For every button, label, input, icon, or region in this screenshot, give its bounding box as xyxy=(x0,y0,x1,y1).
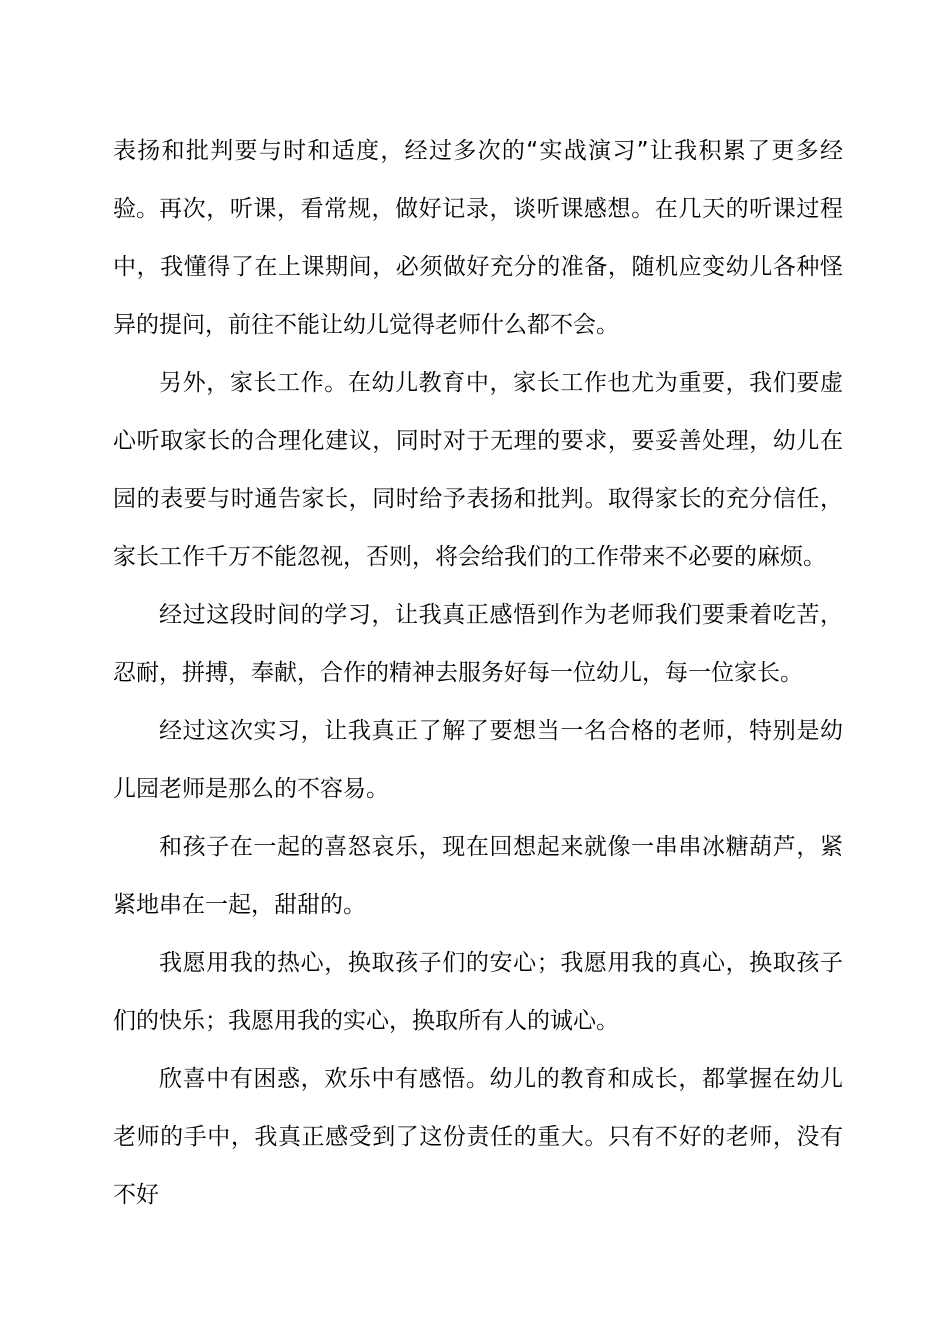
paragraph-responsibility: 欣喜中有困惑，欢乐中有感悟。幼儿的教育和成长，都掌握在幼儿老师的手中，我真正感受到了这份责任的重大。只有不好的老师，没有不好 xyxy=(113,1066,843,1208)
paragraph-parent-work: 另外，家长工作。在幼儿教育中，家长工作也尤为重要，我们要虚心听取家长的合理化建议，同时对于无理的要求，要妥善处理，幼儿在园的表要与时通告家长，同时给予表扬和批判。取得家长的充分信任，家长工作千万不能忽视，否则，将会给我们的工作带来不必要的麻烦。 xyxy=(113,370,843,570)
paragraph-internship-reflection: 经过这次实习，让我真正了解了要想当一名合格的老师，特别是幼儿园老师是那么的不容易。 xyxy=(113,718,843,802)
paragraph-continuation: 表扬和批判要与时和适度，经过多次的“实战演习”让我积累了更多经验。 xyxy=(113,138,843,222)
paragraph-wishes: 我愿用我的热心，换取孩子们的安心；我愿用我的真心，换取孩子们的快乐；我愿用我的实心，换取所有人的诚心。 xyxy=(113,950,843,1034)
paragraph-lesson-observation: 再次，听课，看常规，做好记录，谈听课感想。在几天的听课过程中，我懂得了在上课期间，必须做好充分的准备，随机应变幼儿各种怪异的提问，前往不能让幼儿觉得老师什么都不会。 xyxy=(113,196,843,338)
paragraph-learning-reflection: 经过这段时间的学习，让我真正感悟到作为老师我们要秉着吃苦，忍耐，拼搏，奉献，合作的精神去服务好每一位幼儿，每一位家长。 xyxy=(113,602,843,686)
paragraph-joy-with-children: 和孩子在一起的喜怒哀乐，现在回想起来就像一串串冰糖葫芦，紧紧地串在一起，甜甜的。 xyxy=(113,834,843,918)
